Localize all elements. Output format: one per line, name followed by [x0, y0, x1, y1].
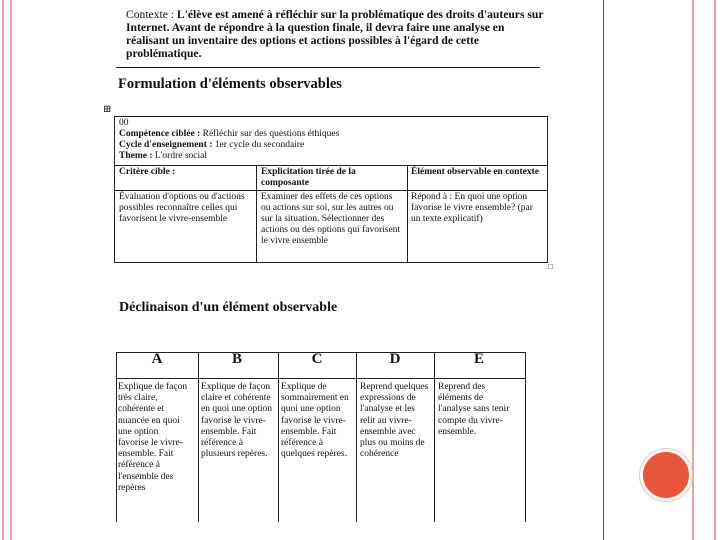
slide-left-border [2, 0, 12, 540]
grading-table [116, 352, 526, 522]
theme-value: L'ordre social [154, 151, 207, 161]
context-label: Contexte : [126, 8, 174, 21]
cycle-label: Cycle d'enseignement : [119, 140, 213, 150]
grade-text-d: Reprend quelques expressions de l'analyse et les relit au vivre-ensemble avec plus ou moins de cohérence [360, 382, 429, 460]
table1-code: 00 [119, 118, 129, 128]
table1-header-explicitation: Explicitation tirée de la composante [261, 167, 356, 188]
grade-header-b: B [231, 351, 242, 367]
context-paragraph [126, 8, 546, 60]
table1-header-block [119, 118, 339, 162]
context-text: L'élève est amené à réfléchir sur la problématique des droits d'auteurs sur Internet. Avant de répondre à la question finale, il devra faire une analyse en réalisant un inventaire des options et actions possibles à l'égard de cette problématique. [126, 8, 544, 60]
decorative-circle [640, 449, 692, 501]
table1-header-criteria: Critère cible : [119, 167, 176, 177]
resize-marker-icon: □ [548, 262, 553, 271]
grade-header-c: C [311, 351, 323, 367]
grade-header-d: D [389, 351, 401, 367]
page-edge [603, 0, 604, 540]
grade-header-a: A [151, 351, 163, 367]
anchor-marker-icon: ⊞ [103, 104, 112, 115]
table1-cell-explicitation: Examiner des effets de ces options ou actions sur soi, sur les autres ou sur la situation. Sélectionner des actions ou des options qui favorisent le vivre ensemble [261, 192, 401, 246]
section1-title: Formulation d'éléments observables [118, 76, 342, 92]
competence-label: Compétence ciblée : [119, 129, 201, 139]
section2-title: Déclinaison d'un élément observable [119, 300, 338, 315]
observable-table [114, 116, 548, 263]
cycle-value: 1er cycle du secondaire [214, 140, 305, 150]
theme-label: Theme : [119, 151, 153, 161]
grade-text-c: Explique de sommairement en quoi une option favorise le vivre-ensemble. Fait référence à quelques repères. [281, 382, 349, 460]
grade-text-a: Explique de façon très claire, cohérente et nuancée en quoi une option favorise le vivre-ensemble. Fait référence à l'ensemble des repères [118, 382, 188, 493]
grade-text-b: Explique de façon claire et cohérente en quoi une option favorise le vivre-ensemble. Fait référence à plusieurs repères. [201, 382, 272, 460]
table1-header-observable: Élément observable en contexte [411, 167, 539, 177]
table1-cell-criteria: Évaluation d'options ou d'actions possibles reconnaître celles qui favorisent le vivre-ensemble [119, 192, 245, 224]
table1-cell-observable: Répond à : En quoi une option favorise le vivre ensemble? (par un texte explicatif) [411, 192, 533, 224]
divider [116, 67, 540, 68]
slide-right-border [692, 0, 716, 540]
competence-value: Réfléchir sur des questions éthiques [202, 129, 340, 139]
grade-header-e: E [473, 351, 484, 367]
grade-text-e: Reprend des éléments de l'analyse sans tenir compte du vivre-ensemble. [438, 382, 510, 437]
